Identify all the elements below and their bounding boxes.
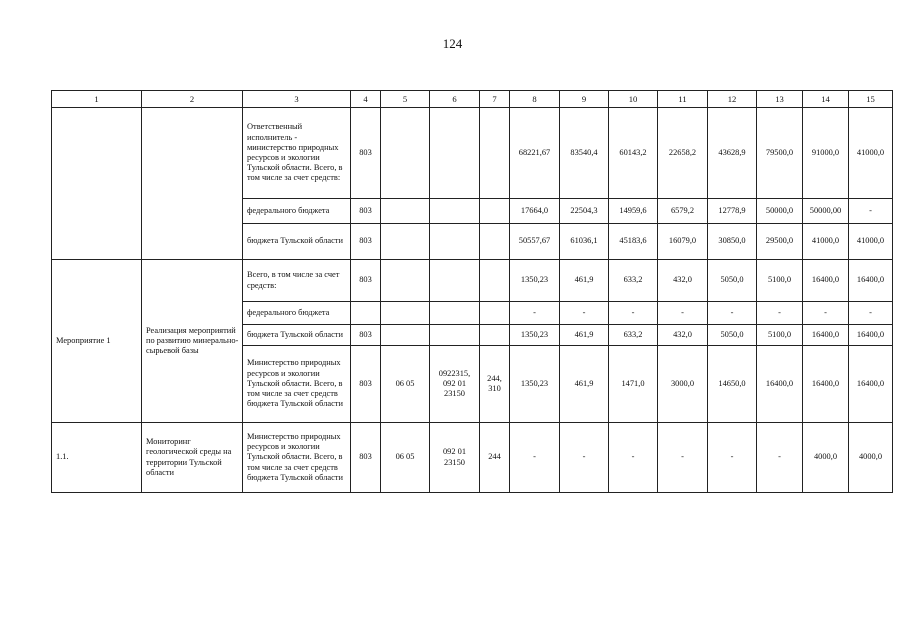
value-cell: - [510, 423, 560, 493]
row-description: федерального бюджета [243, 302, 351, 325]
value-cell: 41000,0 [849, 224, 893, 260]
value-cell: 22658,2 [658, 108, 708, 199]
value-cell: - [560, 423, 609, 493]
value-cell: 633,2 [609, 325, 658, 346]
value-cell: - [757, 423, 803, 493]
row-description: бюджета Тульской области [243, 325, 351, 346]
value-cell: 1471,0 [609, 346, 658, 423]
value-cell: 5100,0 [757, 325, 803, 346]
header-cell: 10 [609, 91, 658, 108]
value-cell: 16400,0 [803, 346, 849, 423]
value-cell: 432,0 [658, 325, 708, 346]
cell [430, 325, 480, 346]
activity-title: Реализация мероприятий по развитию минерально-сырьевой базы [142, 260, 243, 423]
value-cell: - [708, 423, 757, 493]
value-cell: - [757, 302, 803, 325]
row-description: Министерство природных ресурсов и экологии Тульской области. Всего, в том числе за счет средств бюджета Тульской области [243, 346, 351, 423]
value-cell: 61036,1 [560, 224, 609, 260]
value-cell: - [560, 302, 609, 325]
cell [381, 302, 430, 325]
value-cell: 432,0 [658, 260, 708, 302]
cell: 0922315, 092 01 23150 [430, 346, 480, 423]
value-cell: 16400,0 [849, 346, 893, 423]
value-cell: 79500,0 [757, 108, 803, 199]
value-cell: 17664,0 [510, 199, 560, 224]
header-cell: 15 [849, 91, 893, 108]
value-cell: 4000,0 [803, 423, 849, 493]
value-cell: 45183,6 [609, 224, 658, 260]
header-cell: 11 [658, 91, 708, 108]
header-cell: 14 [803, 91, 849, 108]
cell: 092 01 23150 [430, 423, 480, 493]
value-cell: 16400,0 [803, 260, 849, 302]
value-cell: 50557,67 [510, 224, 560, 260]
value-cell: 1350,23 [510, 260, 560, 302]
value-cell: 461,9 [560, 346, 609, 423]
cell [430, 199, 480, 224]
row-description: Всего, в том числе за счет средств: [243, 260, 351, 302]
header-cell: 2 [142, 91, 243, 108]
header-cell: 4 [351, 91, 381, 108]
value-cell: 16400,0 [849, 325, 893, 346]
header-cell: 8 [510, 91, 560, 108]
cell [480, 224, 510, 260]
value-cell: - [609, 423, 658, 493]
value-cell: 16079,0 [658, 224, 708, 260]
cell [430, 302, 480, 325]
value-cell: 16400,0 [803, 325, 849, 346]
value-cell: 43628,9 [708, 108, 757, 199]
table-row [52, 108, 893, 199]
cell [381, 199, 430, 224]
value-cell: 29500,0 [757, 224, 803, 260]
cell [381, 260, 430, 302]
cell: 803 [351, 108, 381, 199]
table-row [52, 260, 893, 302]
header-cell: 12 [708, 91, 757, 108]
value-cell: 14650,0 [708, 346, 757, 423]
cell: 803 [351, 199, 381, 224]
value-cell: - [658, 423, 708, 493]
value-cell: - [708, 302, 757, 325]
cell [381, 325, 430, 346]
row-description: Министерство природных ресурсов и экологии Тульской области. Всего, в том числе за счет средств бюджета Тульской области [243, 423, 351, 493]
row-description: Ответственный исполнитель - министерство природных ресурсов и экологии Тульской области. Всего, в том числе за счет средств: [243, 108, 351, 199]
cell: 803 [351, 260, 381, 302]
value-cell: - [510, 302, 560, 325]
cell: 244, 310 [480, 346, 510, 423]
value-cell: 83540,4 [560, 108, 609, 199]
cell: 244 [480, 423, 510, 493]
cell: 06 05 [381, 346, 430, 423]
empty-cell [52, 108, 142, 260]
value-cell: - [849, 302, 893, 325]
activity-number: 1.1. [52, 423, 142, 493]
row-description: бюджета Тульской области [243, 224, 351, 260]
value-cell: 3000,0 [658, 346, 708, 423]
cell: 06 05 [381, 423, 430, 493]
value-cell: 12778,9 [708, 199, 757, 224]
header-cell: 5 [381, 91, 430, 108]
header-cell: 7 [480, 91, 510, 108]
header-cell: 13 [757, 91, 803, 108]
header-cell: 3 [243, 91, 351, 108]
cell [430, 108, 480, 199]
value-cell: 5050,0 [708, 260, 757, 302]
empty-cell [142, 108, 243, 260]
table-row [52, 423, 893, 493]
value-cell: 16400,0 [849, 260, 893, 302]
value-cell: 68221,67 [510, 108, 560, 199]
cell [480, 260, 510, 302]
value-cell: 633,2 [609, 260, 658, 302]
value-cell: 5100,0 [757, 260, 803, 302]
cell [381, 108, 430, 199]
value-cell: - [658, 302, 708, 325]
cell [430, 224, 480, 260]
value-cell: 50000,0 [757, 199, 803, 224]
cell: 803 [351, 423, 381, 493]
value-cell: 5050,0 [708, 325, 757, 346]
value-cell: 22504,3 [560, 199, 609, 224]
budget-table [51, 90, 893, 493]
value-cell: 30850,0 [708, 224, 757, 260]
value-cell: - [803, 302, 849, 325]
header-row [52, 91, 893, 108]
page-number: 124 [442, 36, 463, 51]
value-cell: 461,9 [560, 325, 609, 346]
cell [480, 302, 510, 325]
value-cell: 4000,0 [849, 423, 893, 493]
activity-title: Мониторинг геологической среды на территории Тульской области [142, 423, 243, 493]
value-cell: 41000,0 [803, 224, 849, 260]
cell [381, 224, 430, 260]
cell [351, 302, 381, 325]
cell [430, 260, 480, 302]
value-cell: 50000,00 [803, 199, 849, 224]
value-cell: 1350,23 [510, 346, 560, 423]
value-cell: - [609, 302, 658, 325]
value-cell: - [849, 199, 893, 224]
activity-number: Мероприятие 1 [52, 260, 142, 423]
header-cell: 6 [430, 91, 480, 108]
cell [480, 325, 510, 346]
cell: 803 [351, 224, 381, 260]
value-cell: 16400,0 [757, 346, 803, 423]
value-cell: 41000,0 [849, 108, 893, 199]
value-cell: 461,9 [560, 260, 609, 302]
value-cell: 14959,6 [609, 199, 658, 224]
header-cell: 9 [560, 91, 609, 108]
value-cell: 91000,0 [803, 108, 849, 199]
cell: 803 [351, 325, 381, 346]
value-cell: 1350,23 [510, 325, 560, 346]
value-cell: 60143,2 [609, 108, 658, 199]
value-cell: 6579,2 [658, 199, 708, 224]
cell [480, 108, 510, 199]
header-cell: 1 [52, 91, 142, 108]
row-description: федерального бюджета [243, 199, 351, 224]
cell [480, 199, 510, 224]
cell: 803 [351, 346, 381, 423]
